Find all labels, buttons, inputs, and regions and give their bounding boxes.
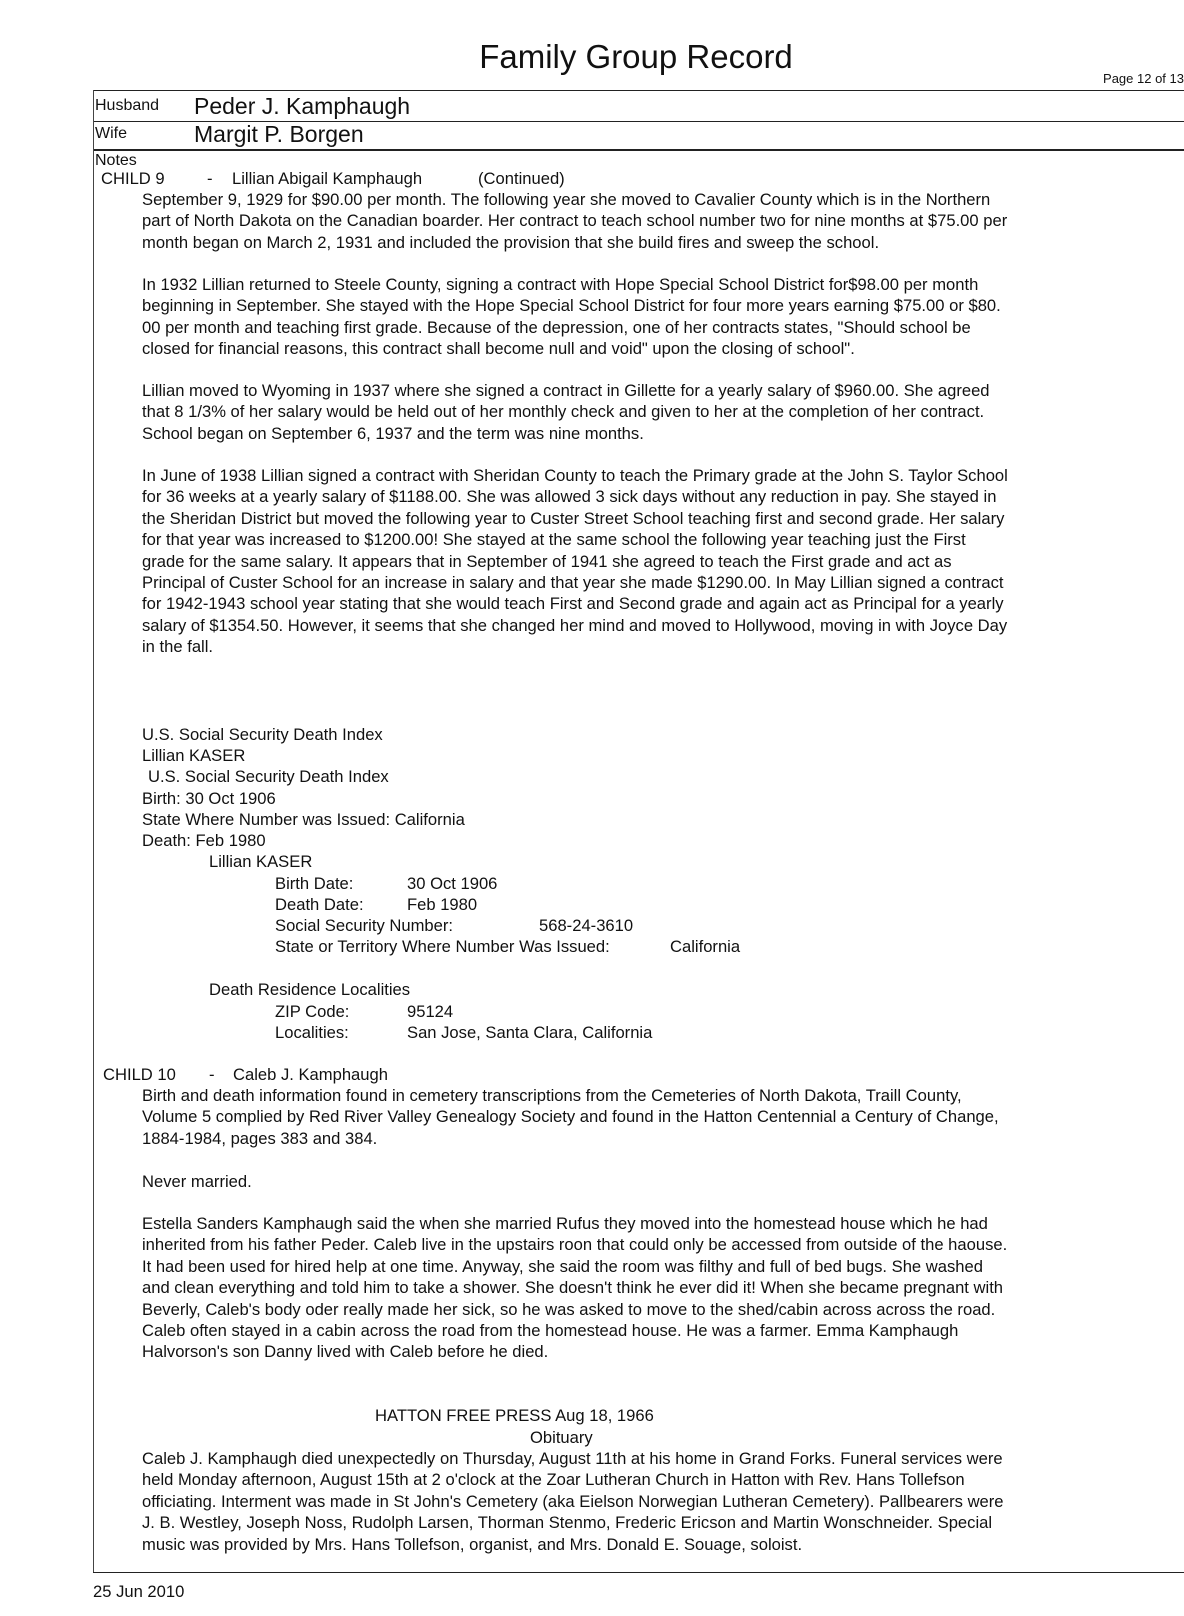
- page-title: Family Group Record: [479, 38, 793, 75]
- text-line: J. B. Westley, Joseph Noss, Rudolph Larsen, Thorman Stenmo, Frederic Ericson and Martin Wonschneider. Special: [142, 1513, 993, 1533]
- top-rule: [93, 90, 1184, 91]
- text-line: It had been used for hired help at one time. Anyway, she said the room was filthy and full of bed bugs. She washed: [142, 1256, 983, 1276]
- wife-label: Wife: [95, 125, 127, 142]
- text-line: School began on September 6, 1937 and the term was nine months.: [142, 423, 644, 443]
- press-subtitle: Obituary: [530, 1428, 593, 1447]
- text-line: music was provided by Mrs. Hans Tollefson, organist, and Mrs. Donald E. Souage, soloist.: [142, 1534, 803, 1554]
- death-date-label: Death Date:: [275, 895, 364, 914]
- child10-dash: -: [209, 1065, 215, 1084]
- ssdi-heading-2: U.S. Social Security Death Index: [148, 767, 389, 786]
- text-line: Principal of Custer School for an increase in salary and that year she made $1290.00. In May Lillian signed a contract: [142, 573, 1004, 593]
- child9-continued: (Continued): [478, 169, 565, 188]
- text-line: for 1942-1943 school year stating that she would teach First and Second grade and again act as Principal for a yearly: [142, 594, 1004, 614]
- text-line: Estella Sanders Kamphaugh said the when she married Rufus they moved into the homestead house which he had: [142, 1214, 988, 1233]
- text-line: and clean everything and told him to take a shower. She doesn't think he ever did it! When she became pregnant with: [142, 1278, 1004, 1298]
- zip-value: 95124: [407, 1002, 454, 1021]
- page-number: Page 12 of 13: [1103, 71, 1184, 86]
- text-line: for that year was increased to $1200.00! She stayed at the same school the following year teaching just the First: [142, 530, 966, 550]
- text-line: beginning in September. She stayed with the Hope Special School District for four more years earning $75.00 or $80.: [142, 296, 1001, 316]
- ssn-value: 568-24-3610: [539, 916, 634, 935]
- birth-date-value: 30 Oct 1906: [407, 874, 498, 893]
- ssdi-record-name: Lillian KASER: [209, 852, 313, 871]
- child10-label: CHILD 10: [103, 1065, 176, 1084]
- text-line: Never married.: [142, 1172, 252, 1191]
- residence-heading: Death Residence Localities: [209, 980, 411, 999]
- ssdi-state: State Where Number was Issued: California: [142, 810, 465, 829]
- ssdi-birth: Birth: 30 Oct 1906: [142, 789, 276, 808]
- text-line: salary of $1354.50. However, it seems that she changed her mind and moved to Hollywood, moving in with Joyce Day: [142, 615, 1008, 635]
- text-line: 00 per month and teaching first grade. Because of the depression, one of her contracts states, "Should school be: [142, 317, 971, 337]
- text-line: in the fall.: [142, 637, 214, 657]
- text-line: that 8 1/3% of her salary would be held out of her monthly check and given to her at the completion of her contract.: [142, 402, 985, 422]
- child10-name: Caleb J. Kamphaugh: [233, 1065, 388, 1084]
- localities-value: San Jose, Santa Clara, California: [407, 1023, 653, 1042]
- ssn-label: Social Security Number:: [275, 916, 453, 935]
- text-line: September 9, 1929 for $90.00 per month. The following year she moved to Cavalier County which is in the Northern: [142, 190, 991, 209]
- text-line: Caleb often stayed in a cabin across the road from the homestead house. He was a farmer. Emma Kamphaugh: [142, 1321, 959, 1341]
- child9-paragraph: [142, 189, 1132, 253]
- text-line: Lillian moved to Wyoming in 1937 where she signed a contract in Gillette for a yearly salary of $960.00. She agreed: [142, 381, 990, 400]
- wife-name: Margit P. Borgen: [194, 121, 364, 147]
- text-line: part of North Dakota on the Canadian boarder. Her contract to teach school number two for nine months at $75.00 per: [142, 211, 1008, 231]
- death-date-value: Feb 1980: [407, 895, 478, 914]
- child9-paragraph: [142, 274, 1132, 360]
- text-line: grade for the same salary. It appears that in September of 1941 she agreed to teach the First grade and act as: [142, 551, 952, 571]
- text-line: officiating. Interment was made in St John's Cemetery (aka Eielson Norwegian Lutheran Cemetery). Pallbearers were: [142, 1491, 1004, 1511]
- text-line: Volume 5 complied by Red River Valley Genealogy Society and found in the Hatton Centennial a Century of Change,: [142, 1107, 999, 1127]
- child9-paragraph: [142, 465, 1132, 658]
- issued-state-value: California: [670, 937, 741, 956]
- localities-label: Localities:: [275, 1023, 349, 1042]
- press-title: HATTON FREE PRESS Aug 18, 1966: [375, 1406, 654, 1425]
- text-line: held Monday afternoon, August 15th at 2 o'clock at the Zoar Lutheran Church in Hatton with Rev. Hans Tollefson: [142, 1470, 965, 1490]
- footer-date: 25 Jun 2010: [93, 1582, 185, 1601]
- child9-dash: -: [207, 169, 213, 188]
- text-line: 1884-1984, pages 383 and 384.: [142, 1128, 378, 1148]
- ssdi-heading: U.S. Social Security Death Index: [142, 725, 383, 744]
- child9-label: CHILD 9: [101, 169, 165, 188]
- birth-date-label: Birth Date:: [275, 874, 354, 893]
- child9-paragraph: [142, 380, 1132, 444]
- wife-rule: [93, 149, 1184, 151]
- text-line: month began on March 2, 1931 and included the provision that she build fires and sweep the school.: [142, 232, 880, 252]
- issued-state-label: State or Territory Where Number Was Issued:: [275, 937, 610, 956]
- husband-label: Husband: [95, 97, 160, 114]
- husband-name: Peder J. Kamphaugh: [194, 93, 411, 119]
- text-line: Caleb J. Kamphaugh died unexpectedly on Thursday, August 11th at his home in Grand Forks. Funeral services were: [142, 1449, 1003, 1468]
- child10-paragraph: [142, 1171, 1132, 1192]
- text-line: for 36 weeks at a yearly salary of $1188.00. She was allowed 3 sick days without any reduction in pay. She stayed in: [142, 487, 997, 507]
- ssdi-name: Lillian KASER: [142, 746, 246, 765]
- text-line: Birth and death information found in cemetery transcriptions from the Cemeteries of North Dakota, Traill County,: [142, 1086, 962, 1105]
- child9-name: Lillian Abigail Kamphaugh: [232, 169, 423, 188]
- text-line: the Sheridan District but moved the following year to Custer Street School teaching first and second grade. Her salary: [142, 508, 1005, 528]
- zip-label: ZIP Code:: [275, 1002, 350, 1021]
- text-line: closed for financial reasons, this contract shall become null and void" upon the closing of school".: [142, 339, 855, 359]
- text-line: In 1932 Lillian returned to Steele County, signing a contract with Hope Special School District for$98.00 per month: [142, 275, 979, 294]
- child10-paragraph: [142, 1085, 1132, 1149]
- bottom-rule: [93, 1572, 1184, 1573]
- left-border: [93, 90, 94, 1572]
- text-line: In June of 1938 Lillian signed a contract with Sheridan County to teach the Primary grade at the John S. Taylor School: [142, 466, 1008, 485]
- text-line: inherited from his father Peder. Caleb live in the upstairs roon that could only be accessed from outside of the haouse.: [142, 1235, 1008, 1255]
- ssdi-death: Death: Feb 1980: [142, 831, 266, 850]
- text-line: Beverly, Caleb's body oder really made her sick, so he was asked to move to the shed/cabin across across the road.: [142, 1299, 996, 1319]
- child10-paragraph: [142, 1213, 1132, 1363]
- text-line: Halvorson's son Danny lived with Caleb before he died.: [142, 1342, 549, 1362]
- notes-label: Notes: [95, 152, 137, 169]
- obituary-paragraph: [142, 1448, 1132, 1555]
